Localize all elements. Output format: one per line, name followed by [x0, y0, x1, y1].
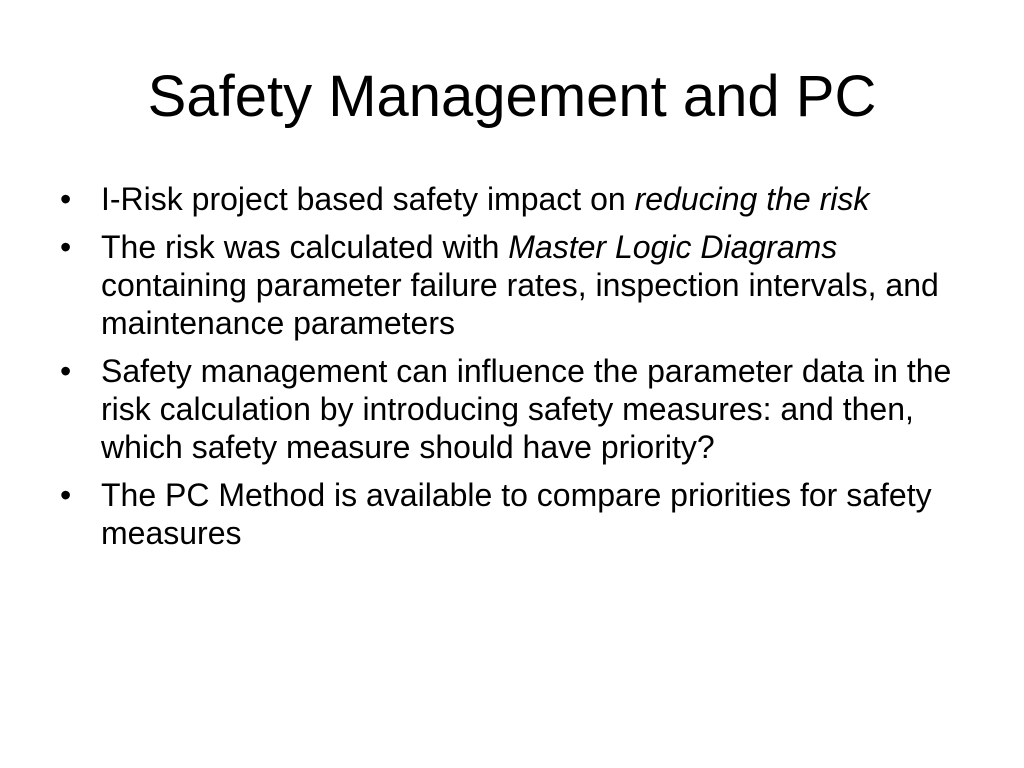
bullet-marker: • [60, 229, 72, 265]
bullet-item-3 [60, 352, 980, 466]
bullet-text: The PC Method is available to compare priorities for safety measures [101, 477, 932, 551]
bullet-text-italic: reducing the risk [634, 181, 870, 217]
bullet-text: Safety management can influence the parameter data in the risk calculation by introducing safety measures: and then, which safety measure should have priority? [101, 353, 952, 465]
bullet-item-1 [60, 180, 980, 218]
bullet-list [60, 180, 980, 562]
bullet-marker: • [60, 477, 72, 513]
bullet-text: I-Risk project based safety impact on [101, 181, 635, 217]
bullet-text: containing parameter failure rates, inspection intervals, and maintenance parameters [101, 267, 939, 341]
bullet-marker: • [60, 353, 72, 389]
bullet-text: The risk was calculated with [101, 229, 509, 265]
slide-title: Safety Management and PC [147, 64, 877, 129]
bullet-item-2 [60, 228, 980, 342]
bullet-item-4 [60, 476, 980, 552]
bullet-text-italic: Master Logic Diagrams [508, 229, 838, 265]
bullet-marker: • [60, 181, 72, 217]
